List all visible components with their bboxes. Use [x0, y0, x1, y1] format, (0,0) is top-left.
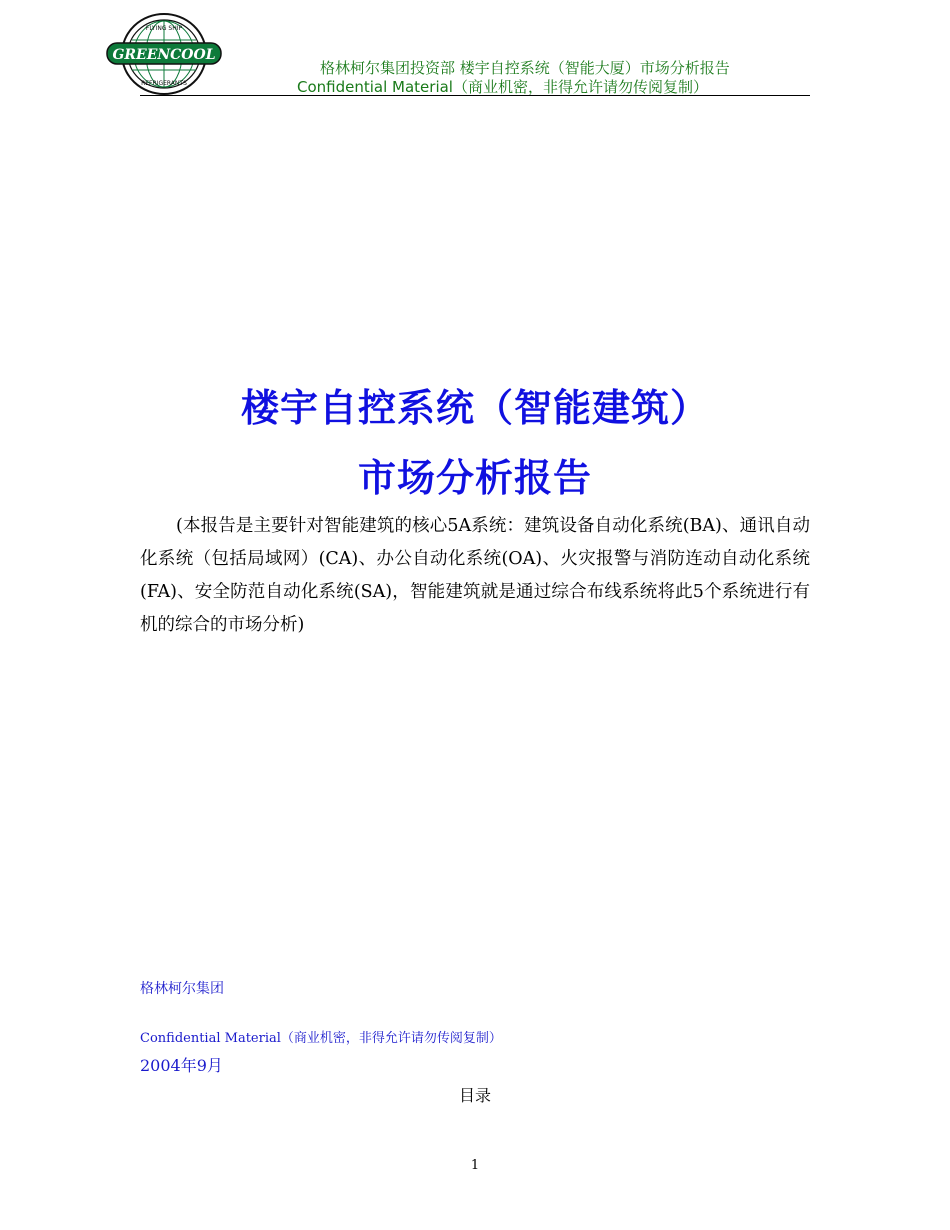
logo-ring-bottom-text: REFRIGERANTS	[141, 80, 187, 87]
header-confidential-en: Confidential Material	[297, 78, 453, 96]
document-title-line-1: 楼宇自控系统（智能建筑）	[240, 386, 709, 430]
report-date: 2004年9月	[140, 1056, 223, 1075]
document-title-line-2: 市场分析报告	[357, 456, 592, 500]
logo-ring-top-text: FLYING SHIP	[145, 25, 183, 32]
confidential-notice: Confidential Material（商业机密，非得允许请勿传阅复制）	[140, 1031, 502, 1046]
page-number: 1	[470, 1158, 480, 1173]
header-report-title: 格林柯尔集团投资部 楼宇自控系统（智能大厦）市场分析报告	[320, 59, 730, 77]
logo-wordmark: GREENCOOL	[112, 47, 216, 63]
report-summary-paragraph: (本报告是主要针对智能建筑的核心5A系统：建筑设备自动化系统(BA)、通讯自动化系统（包括局域网）(CA)、办公自动化系统(OA)、火灾报警与消防连动自动化系统(FA)、安全防范自动化系统(SA)，智能建筑就是通过综合布线系统将此5个系统进行有机的综合的市场分析)	[140, 516, 810, 635]
greencool-logo	[105, 10, 223, 98]
company-name: 格林柯尔集团	[140, 981, 224, 997]
header-confidential-cn: （商业机密，非得允许请勿传阅复制）	[452, 78, 708, 96]
header-confidential	[297, 76, 708, 97]
header-divider	[140, 95, 810, 96]
toc-heading: 目录	[458, 1086, 491, 1105]
